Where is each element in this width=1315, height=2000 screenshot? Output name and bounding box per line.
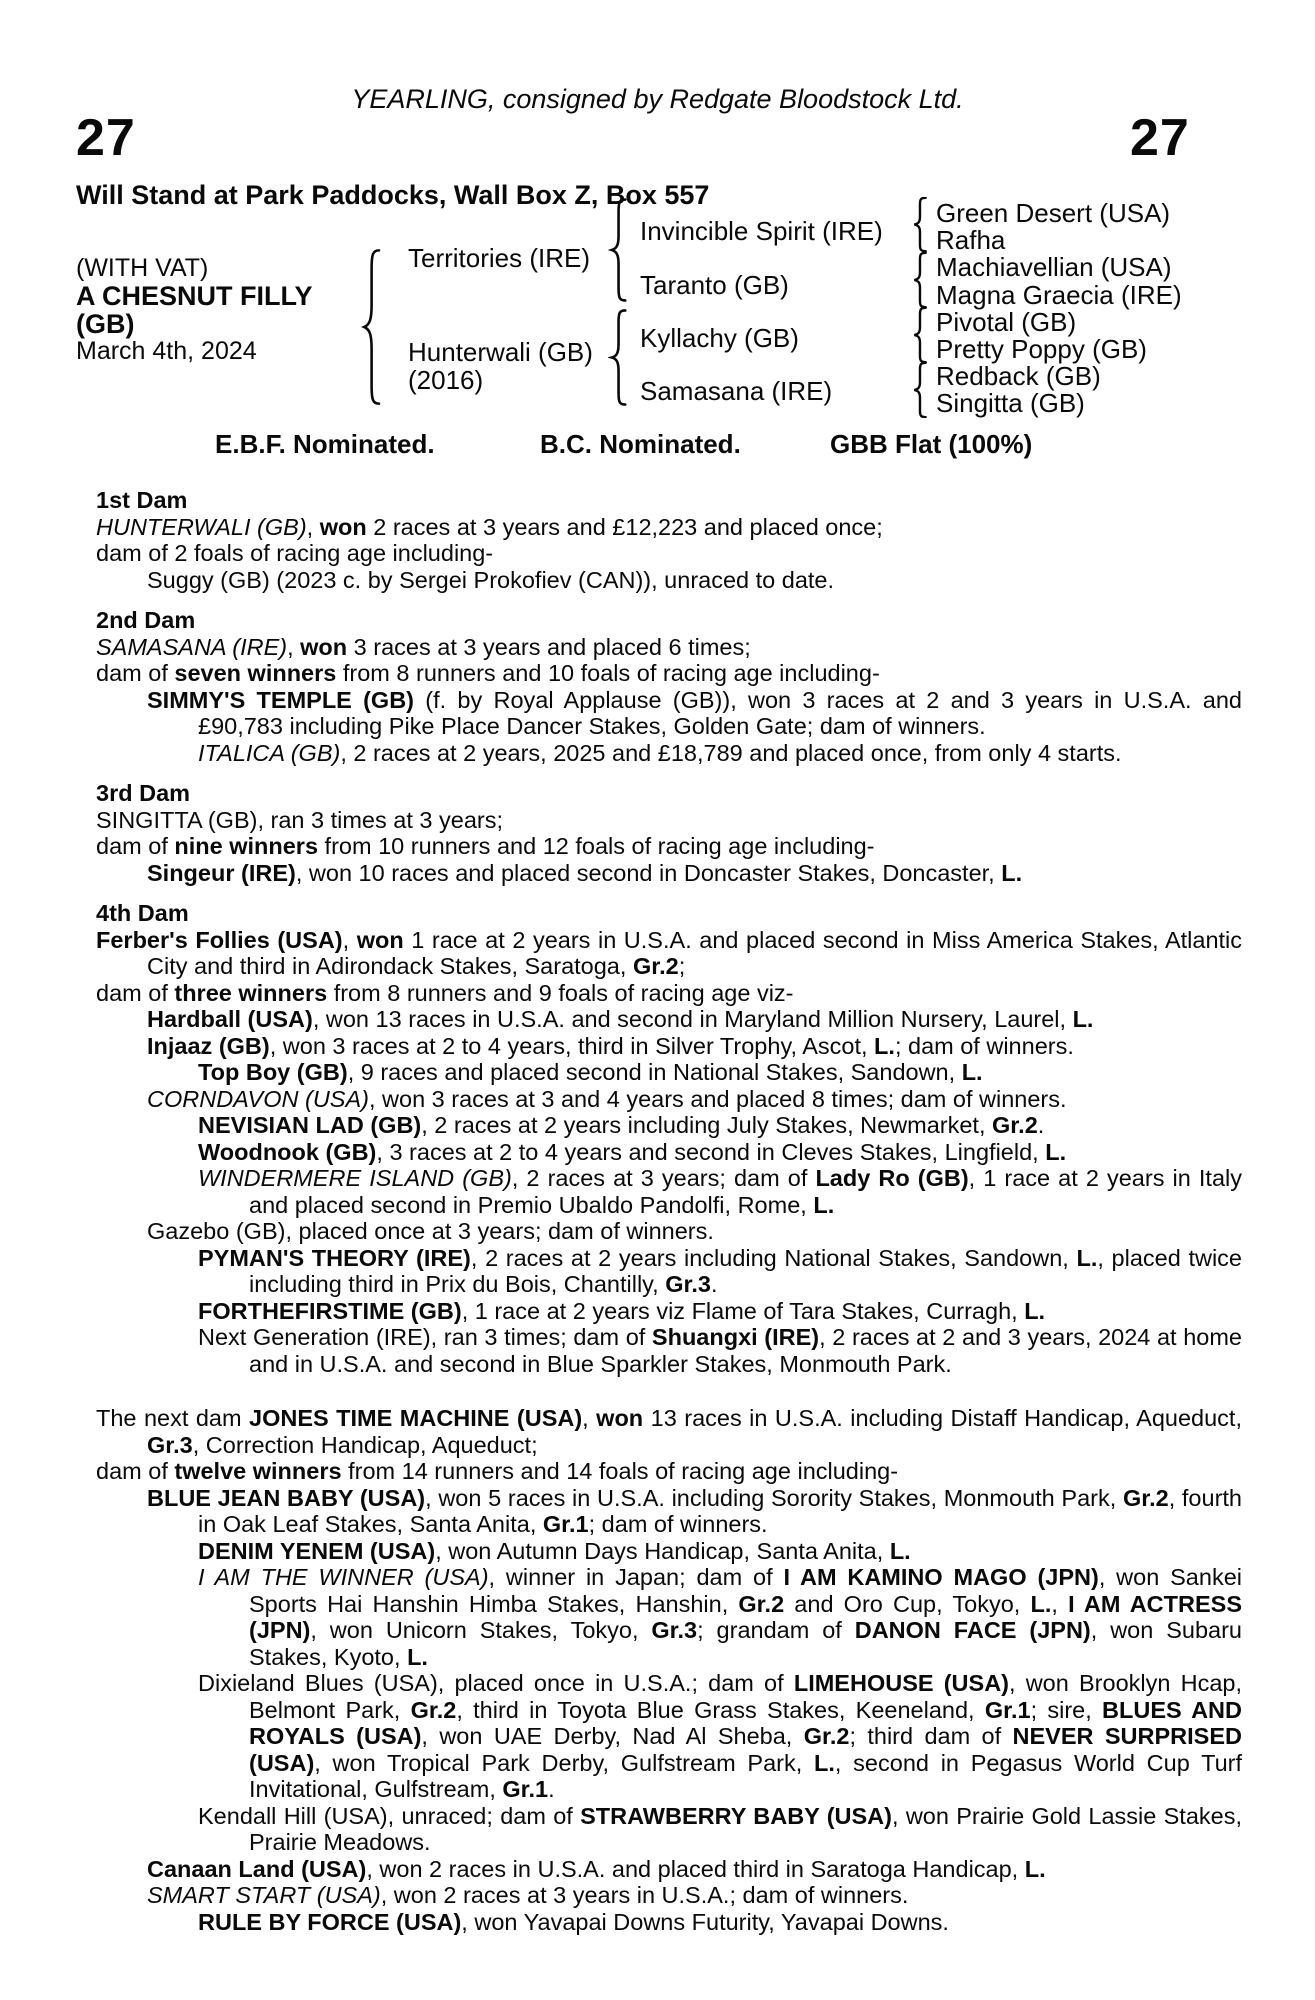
- text-segment: ITALICA (GB): [198, 739, 341, 766]
- text-segment: DENIM YENEM (USA): [198, 1537, 436, 1564]
- pedigree-gen3-name: Pretty Poppy (GB): [936, 334, 1147, 365]
- text-segment: , fourth in Oak Leaf Stakes, Santa Anita,: [198, 1484, 1242, 1537]
- text-segment: , second in Pegasus World Cup Turf Invitational, Gulfstream,: [249, 1749, 1242, 1802]
- text-segment: Singeur (IRE): [147, 859, 296, 886]
- brace-icon: [911, 307, 928, 363]
- text-segment: ,: [582, 1405, 597, 1431]
- pedigree-gen3-name: Green Desert (USA): [936, 198, 1171, 228]
- lot-number-left: 27: [76, 109, 136, 167]
- section-heading: 4th Dam: [96, 900, 189, 926]
- text-segment: Canaan Land (USA): [147, 1855, 367, 1882]
- text-segment: , 2 races at 3 years; dam of: [511, 1165, 816, 1191]
- text-segment: , 3 races at 2 to 4 years and second in Cleves Stakes, Lingfield,: [376, 1138, 1046, 1165]
- text-segment: won: [300, 633, 348, 660]
- section-heading: 2nd Dam: [96, 607, 196, 633]
- brace-icon: [911, 362, 928, 418]
- stand-location: Will Stand at Park Paddocks, Wall Box Z, Box 557: [76, 180, 710, 210]
- brace-icon: [911, 252, 928, 308]
- pedigree-paragraph: [96, 1006, 1242, 1033]
- pedigree-paragraph: [96, 567, 1242, 594]
- text-segment: , won 2 races at 3 years in U.S.A.; dam of winners.: [380, 1882, 909, 1908]
- text-segment: , 1 race at 2 years in Italy and placed second in Premio Ubaldo Pandolfi, Rome,: [249, 1165, 1242, 1218]
- pedigree-gen3-name: Magna Graecia (IRE): [936, 279, 1182, 310]
- pedigree-paragraph: [96, 1218, 1242, 1245]
- pedigree-paragraph: [96, 807, 1242, 834]
- pedigree-gen3-name: Pivotal (GB): [936, 306, 1077, 337]
- pedigree-paragraph: [96, 833, 1242, 860]
- text-segment: CORNDAVON (USA): [147, 1085, 369, 1112]
- text-segment: from 14 runners and 14 foals of racing age including-: [341, 1458, 899, 1484]
- pedigree-paragraph: [96, 1538, 1242, 1565]
- text-segment: L.: [1024, 1855, 1046, 1882]
- text-segment: Gr.2: [410, 1696, 457, 1723]
- text-segment: , won UAE Derby, Nad Al Sheba,: [421, 1723, 804, 1749]
- text-segment: 2 races at 3 years and £12,223 and placed once;: [366, 513, 883, 540]
- pedigree-gen2-name: Samasana (IRE): [640, 376, 833, 406]
- text-segment: Ferber's Follies (USA): [96, 926, 343, 953]
- horse-country-suffix: (GB): [76, 309, 135, 339]
- text-segment: Shuangxi (IRE): [651, 1324, 820, 1350]
- text-segment: , 2 races at 2 and 3 years, 2024 at home and in U.S.A. and second in Blue Sparkler Stakes, Monmouth Park.: [249, 1324, 1242, 1377]
- pedigree-paragraph: [96, 1059, 1242, 1086]
- text-segment: Dixieland Blues (USA), placed once in U.S.A.; dam of: [198, 1670, 794, 1696]
- text-segment: L.: [961, 1059, 983, 1085]
- text-segment: L.: [874, 1032, 895, 1059]
- text-segment: Lady Ro (GB): [815, 1165, 969, 1191]
- text-segment: Gr.2: [992, 1112, 1038, 1138]
- pedigree-paragraph: [96, 660, 1242, 687]
- pedigree-gen3-name: Rafha: [936, 225, 1006, 256]
- dam-section: [96, 1405, 1242, 1935]
- dam-section: [96, 900, 1242, 1377]
- text-segment: , won Tropical Park Derby, Gulfstream Park,: [314, 1749, 815, 1776]
- text-segment: , won 2 races in U.S.A. and placed third in Saratoga Handicap,: [366, 1855, 1025, 1882]
- text-segment: NEVISIAN LAD (GB): [198, 1112, 422, 1138]
- text-segment: Hardball (USA): [147, 1006, 313, 1032]
- text-segment: L.: [407, 1643, 428, 1670]
- text-segment: , 2 races at 2 years, 2025 and £18,789 and placed once, from only 4 starts.: [340, 739, 1122, 766]
- text-segment: SIMMY'S TEMPLE (GB): [147, 686, 415, 713]
- text-segment: won: [356, 926, 404, 953]
- dam-section: [96, 487, 1242, 593]
- brace-icon: [608, 198, 628, 302]
- text-segment: .: [710, 1271, 718, 1297]
- text-segment: , won Yavapai Downs Futurity, Yavapai Downs.: [461, 1908, 949, 1935]
- pedigree-paragraph: [96, 687, 1242, 740]
- pedigree-gen3-column: [936, 200, 1182, 418]
- text-segment: FORTHEFIRSTIME (GB): [198, 1297, 462, 1324]
- pedigree-paragraph: [96, 1112, 1242, 1139]
- lot-number-right: 27: [1130, 109, 1190, 167]
- text-segment: ; dam of winners.: [894, 1032, 1074, 1059]
- brace-icon: [360, 248, 382, 406]
- text-segment: , placed twice including third in Prix du Bois, Chantilly,: [249, 1244, 1242, 1297]
- text-segment: Gr.2: [632, 953, 679, 979]
- text-segment: 3 races at 3 years and placed 6 times;: [347, 633, 751, 660]
- pedigree-paragraph: [96, 860, 1242, 887]
- text-segment: PYMAN'S THEORY (IRE): [198, 1244, 471, 1271]
- pedigree-text: [96, 482, 1242, 1935]
- pedigree-paragraph: [96, 1165, 1242, 1218]
- text-segment: , won 10 races and placed second in Doncaster Stakes, Doncaster,: [295, 859, 1002, 886]
- text-segment: , 9 races and placed second in National Stakes, Sandown,: [347, 1059, 962, 1085]
- text-segment: won: [319, 513, 367, 540]
- pedigree-gen2-name: Taranto (GB): [640, 270, 789, 300]
- text-segment: , third in Toyota Blue Grass Stakes, Keeneland,: [456, 1696, 985, 1723]
- text-segment: JONES TIME MACHINE (USA): [249, 1405, 583, 1431]
- text-segment: ;: [678, 953, 686, 979]
- text-segment: Gr.2: [1122, 1484, 1169, 1511]
- text-segment: twelve winners: [174, 1458, 342, 1484]
- text-segment: 13 races in U.S.A. including Distaff Handicap, Aqueduct,: [643, 1405, 1242, 1431]
- text-segment: ; dam of winners.: [588, 1511, 768, 1537]
- text-segment: won: [596, 1405, 644, 1431]
- pedigree-paragraph: [96, 1086, 1242, 1113]
- text-segment: Gr.1: [984, 1696, 1031, 1723]
- text-segment: , won 5 races in U.S.A. including Sorority Stakes, Monmouth Park,: [425, 1484, 1123, 1511]
- text-segment: L.: [1072, 1006, 1094, 1032]
- pedigree-paragraph: [96, 1405, 1242, 1458]
- text-segment: , won 3 races at 3 and 4 years and placed 8 times; dam of winners.: [368, 1085, 1067, 1112]
- pedigree-paragraph: [96, 1485, 1242, 1538]
- text-segment: SMART START (USA): [147, 1882, 381, 1908]
- pedigree-gen3-name: Machiavellian (USA): [936, 252, 1172, 283]
- text-segment: , won Autumn Days Handicap, Santa Anita,: [435, 1537, 890, 1564]
- dam-section: [96, 780, 1242, 886]
- text-segment: , won 3 races at 2 to 4 years, third in Silver Trophy, Ascot,: [269, 1032, 875, 1059]
- text-segment: BLUE JEAN BABY (USA): [147, 1484, 426, 1511]
- pedigree-paragraph: [96, 540, 1242, 567]
- text-segment: from 10 runners and 12 foals of racing age including-: [318, 833, 875, 859]
- text-segment: , won Brooklyn Hcap, Belmont Park,: [249, 1670, 1243, 1723]
- text-segment: Woodnook (GB): [198, 1138, 377, 1165]
- pedigree-gen3-name: Redback (GB): [936, 361, 1101, 392]
- text-segment: Gr.2: [803, 1723, 850, 1749]
- text-segment: , winner in Japan; dam of: [488, 1564, 784, 1590]
- text-segment: STRAWBERRY BABY (USA): [580, 1802, 892, 1829]
- text-segment: Suggy (GB) (2023 c. by Sergei Prokofiev (CAN)), unraced to date.: [147, 566, 835, 593]
- text-segment: , won Unicorn Stakes, Tokyo,: [310, 1617, 652, 1643]
- text-segment: RULE BY FORCE (USA): [198, 1908, 462, 1935]
- text-segment: L.: [1024, 1297, 1046, 1324]
- text-segment: from 8 runners and 10 foals of racing age including-: [336, 660, 880, 686]
- pedigree-paragraph: [96, 1139, 1242, 1166]
- text-segment: Gr.1: [542, 1511, 589, 1537]
- pedigree-paragraph: [96, 1803, 1242, 1856]
- text-segment: L.: [1045, 1138, 1067, 1165]
- pedigree-paragraph: [96, 1245, 1242, 1298]
- text-segment: Gr.1: [502, 1776, 549, 1802]
- text-segment: nine winners: [174, 833, 319, 859]
- text-segment: Gr.3: [665, 1271, 711, 1297]
- text-segment: DANON FACE (JPN): [854, 1617, 1091, 1643]
- text-segment: .: [1037, 1112, 1045, 1138]
- pedigree-paragraph: [96, 740, 1242, 767]
- pedigree-paragraph: [96, 927, 1242, 980]
- text-segment: Gr.3: [147, 1431, 193, 1458]
- text-segment: BLUES AND ROYALS (USA): [249, 1696, 1243, 1749]
- text-segment: Top Boy (GB): [198, 1059, 348, 1085]
- brace-icon: [911, 197, 928, 252]
- text-segment: , won Prairie Gold Lassie Stakes, Prairie Meadows.: [249, 1802, 1242, 1855]
- pedigree-paragraph: [96, 1033, 1242, 1060]
- text-segment: L.: [814, 1749, 835, 1776]
- text-segment: I AM THE WINNER (USA): [198, 1564, 489, 1590]
- text-segment: dam of: [96, 979, 175, 1006]
- pedigree-gen2-name: Kyllachy (GB): [640, 323, 799, 353]
- text-segment: ,: [287, 633, 301, 660]
- text-segment: , 1 race at 2 years viz Flame of Tara Stakes, Curragh,: [461, 1297, 1025, 1324]
- text-segment: , Correction Handicap, Aqueduct;: [192, 1431, 538, 1458]
- consignor-line: YEARLING, consigned by Redgate Bloodstock Ltd.: [351, 84, 964, 114]
- text-segment: LIMEHOUSE (USA): [793, 1670, 1009, 1696]
- pedigree-paragraph: [96, 1298, 1242, 1325]
- horse-name: A CHESNUT FILLY: [76, 281, 313, 311]
- text-segment: , won Subaru Stakes, Kyoto,: [249, 1617, 1242, 1670]
- pedigree-paragraph: [96, 1909, 1242, 1936]
- text-segment: (f. by Royal Applause (GB)), won 3 races at 2 and 3 years in U.S.A. and £90,783 including Pike Place Dancer Stakes, Golden Gate; dam of winners.: [198, 686, 1242, 739]
- pedigree-paragraph: [96, 1670, 1242, 1803]
- bc-nomination: B.C. Nominated.: [540, 429, 741, 459]
- text-segment: Next Generation (IRE), ran 3 times; dam of: [198, 1324, 652, 1350]
- section-heading: 3rd Dam: [96, 780, 191, 806]
- pedigree-paragraph: [96, 980, 1242, 1007]
- text-segment: Injaaz (GB): [147, 1032, 270, 1059]
- text-segment: Gr.2: [738, 1590, 785, 1617]
- text-segment: HUNTERWALI (GB): [96, 513, 307, 540]
- text-segment: ,: [342, 926, 357, 953]
- text-segment: NEVER SURPRISED (USA): [249, 1723, 1242, 1776]
- pedigree-dam: Hunterwali (GB): [408, 337, 593, 367]
- pedigree-paragraph: [96, 634, 1242, 661]
- text-segment: L.: [1001, 859, 1023, 886]
- gbb-nomination: GBB Flat (100%): [830, 429, 1033, 459]
- pedigree-gen3-name: Singitta (GB): [936, 388, 1085, 419]
- text-segment: ; grandam of: [697, 1617, 855, 1643]
- text-segment: I AM ACTRESS (JPN): [249, 1590, 1243, 1643]
- pedigree-paragraph: [96, 1856, 1242, 1883]
- pedigree-paragraph: [96, 1564, 1242, 1670]
- ebf-nomination: E.B.F. Nominated.: [215, 429, 435, 459]
- text-segment: .: [548, 1776, 555, 1802]
- text-segment: dam of 2 foals of racing age including-: [96, 540, 494, 566]
- text-segment: ,: [306, 513, 320, 540]
- pedigree-gen2-name: Invincible Spirit (IRE): [640, 216, 883, 246]
- pedigree-paragraph: [96, 1324, 1242, 1377]
- text-segment: dam of: [96, 1458, 175, 1484]
- section-heading: 1st Dam: [96, 487, 188, 513]
- pedigree-paragraph: [96, 514, 1242, 541]
- pedigree-paragraph: [96, 1458, 1242, 1485]
- pedigree-paragraph: [96, 1882, 1242, 1909]
- text-segment: Gazebo (GB), placed once at 3 years; dam of winners.: [147, 1218, 714, 1244]
- text-segment: L.: [1030, 1590, 1052, 1617]
- text-segment: ,: [1051, 1590, 1069, 1617]
- text-segment: SAMASANA (IRE): [96, 633, 288, 660]
- text-segment: L.: [1076, 1244, 1098, 1271]
- dam-section: [96, 607, 1242, 766]
- text-segment: I AM KAMINO MAGO (JPN): [783, 1564, 1099, 1590]
- text-segment: The next dam: [96, 1405, 250, 1431]
- text-segment: dam of: [96, 660, 175, 686]
- brace-icon: [608, 309, 628, 406]
- text-segment: L.: [889, 1537, 911, 1564]
- text-segment: , 2 races at 2 years including July Stakes, Newmarket,: [421, 1112, 993, 1138]
- text-segment: SINGITTA (GB), ran 3 times at 3 years;: [96, 806, 504, 833]
- text-segment: 1 race at 2 years in U.S.A. and placed second in Miss America Stakes, Atlantic City and third in Adirondack Stakes, Saratoga,: [147, 926, 1243, 979]
- text-segment: , 2 races at 2 years including National Stakes, Sandown,: [470, 1244, 1077, 1271]
- text-segment: L.: [813, 1191, 835, 1218]
- text-segment: , won 13 races in U.S.A. and second in Maryland Million Nursery, Laurel,: [312, 1006, 1073, 1032]
- text-segment: dam of: [96, 833, 175, 859]
- text-segment: Gr.3: [651, 1617, 698, 1643]
- pedigree-dam-year: (2016): [408, 365, 484, 395]
- text-segment: from 8 runners and 9 foals of racing age viz-: [327, 979, 794, 1006]
- text-segment: seven winners: [174, 660, 337, 686]
- text-segment: Kendall Hill (USA), unraced; dam of: [198, 1802, 581, 1829]
- text-segment: , won Sankei Sports Hai Hanshin Himba Stakes, Hanshin,: [249, 1564, 1242, 1617]
- foaling-date: March 4th, 2024: [76, 337, 257, 365]
- text-segment: WINDERMERE ISLAND (GB): [198, 1165, 512, 1191]
- text-segment: ; sire,: [1030, 1696, 1103, 1723]
- pedigree-sire: Territories (IRE): [408, 243, 591, 273]
- text-segment: and Oro Cup, Tokyo,: [784, 1590, 1031, 1617]
- text-segment: ; third dam of: [849, 1723, 1013, 1749]
- vat-note: (WITH VAT): [76, 254, 209, 282]
- text-segment: three winners: [174, 979, 328, 1006]
